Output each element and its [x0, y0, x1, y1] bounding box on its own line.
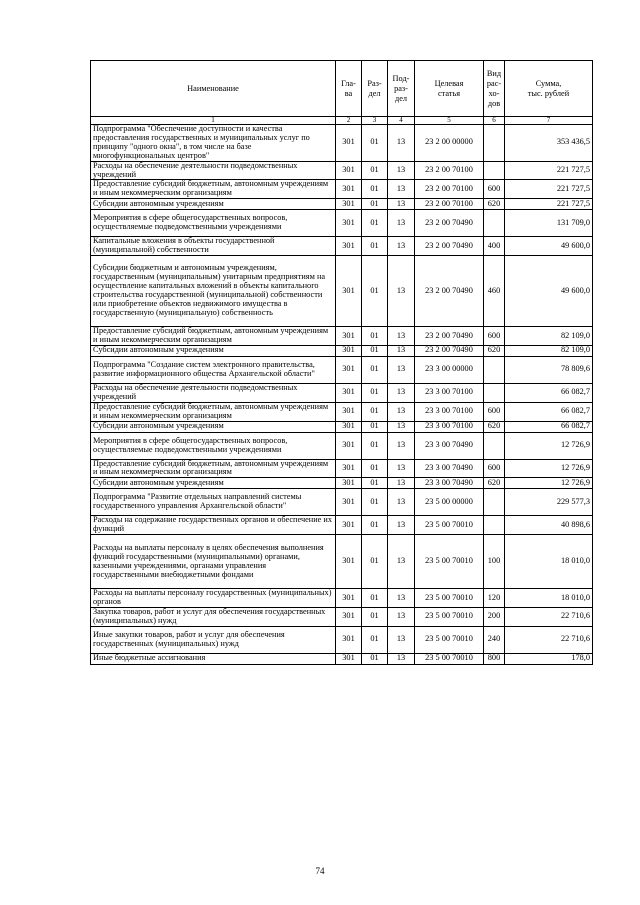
table-row [91, 383, 593, 402]
row-name: Подпрограмма "Развитие отдельных направлений системы государственного управления Архангельской области" [91, 489, 336, 516]
row-vid [484, 516, 505, 535]
row-podrazdel: 13 [388, 607, 415, 626]
row-glava: 301 [336, 345, 362, 356]
column-number: 2 [336, 117, 362, 125]
row-podrazdel: 13 [388, 327, 415, 346]
row-name: Предоставление субсидий бюджетным, автономным учреждениям и иным некоммерческим организациям [91, 180, 336, 199]
row-razdel: 01 [362, 125, 388, 162]
row-glava: 301 [336, 607, 362, 626]
row-summa: 18 010,0 [505, 535, 593, 589]
row-podrazdel: 13 [388, 459, 415, 478]
row-summa: 12 726,9 [505, 459, 593, 478]
row-vid: 120 [484, 589, 505, 608]
table-row [91, 161, 593, 180]
row-summa: 40 898,6 [505, 516, 593, 535]
column-number: 3 [362, 117, 388, 125]
row-statya: 23 3 00 70490 [415, 478, 484, 489]
row-summa: 12 726,9 [505, 478, 593, 489]
row-statya: 23 2 00 70490 [415, 345, 484, 356]
row-podrazdel: 13 [388, 256, 415, 327]
row-podrazdel: 13 [388, 356, 415, 383]
row-vid: 460 [484, 256, 505, 327]
row-summa: 66 082,7 [505, 383, 593, 402]
row-razdel: 01 [362, 383, 388, 402]
row-razdel: 01 [362, 161, 388, 180]
header-vid: Вид рас- хо- дов [484, 61, 505, 117]
table-row [91, 478, 593, 489]
header-glava: Гла- ва [336, 61, 362, 117]
row-razdel: 01 [362, 489, 388, 516]
row-vid [484, 356, 505, 383]
header-razdel: Раз- дел [362, 61, 388, 117]
table-row [91, 516, 593, 535]
row-razdel: 01 [362, 356, 388, 383]
row-glava: 301 [336, 327, 362, 346]
row-summa: 229 577,3 [505, 489, 593, 516]
table-row [91, 432, 593, 459]
row-podrazdel: 13 [388, 421, 415, 432]
row-glava: 301 [336, 489, 362, 516]
page-number: 74 [315, 866, 325, 876]
row-vid: 600 [484, 180, 505, 199]
row-glava: 301 [336, 653, 362, 664]
row-glava: 301 [336, 356, 362, 383]
table-body [91, 125, 593, 665]
row-summa: 66 082,7 [505, 421, 593, 432]
row-name: Предоставление субсидий бюджетным, автономным учреждениям и иным некоммерческим организациям [91, 402, 336, 421]
row-vid [484, 489, 505, 516]
row-vid: 800 [484, 653, 505, 664]
row-razdel: 01 [362, 478, 388, 489]
row-summa: 221 727,5 [505, 180, 593, 199]
row-glava: 301 [336, 125, 362, 162]
row-statya: 23 5 00 70010 [415, 516, 484, 535]
row-statya: 23 3 00 70100 [415, 402, 484, 421]
row-statya: 23 3 00 70100 [415, 383, 484, 402]
row-podrazdel: 13 [388, 516, 415, 535]
row-statya: 23 3 00 70100 [415, 421, 484, 432]
row-vid: 620 [484, 345, 505, 356]
table-row [91, 402, 593, 421]
row-statya: 23 2 00 70100 [415, 180, 484, 199]
row-name: Субсидии автономным учреждениям [91, 478, 336, 489]
row-name: Иные бюджетные ассигнования [91, 653, 336, 664]
table-row [91, 237, 593, 256]
row-podrazdel: 13 [388, 180, 415, 199]
column-number-row [91, 117, 593, 125]
row-vid: 620 [484, 199, 505, 210]
row-glava: 301 [336, 237, 362, 256]
header-podrazdel: Под- раз- дел [388, 61, 415, 117]
row-name: Мероприятия в сфере общегосударственных вопросов, осуществляемые подведомственными учреждениями [91, 432, 336, 459]
row-razdel: 01 [362, 535, 388, 589]
row-statya: 23 2 00 70490 [415, 327, 484, 346]
row-summa: 22 710,6 [505, 626, 593, 653]
row-glava: 301 [336, 161, 362, 180]
row-vid: 240 [484, 626, 505, 653]
row-vid [484, 125, 505, 162]
row-vid: 600 [484, 402, 505, 421]
row-vid: 100 [484, 535, 505, 589]
row-razdel: 01 [362, 402, 388, 421]
row-razdel: 01 [362, 626, 388, 653]
row-glava: 301 [336, 402, 362, 421]
row-glava: 301 [336, 421, 362, 432]
table-row [91, 459, 593, 478]
row-summa: 49 600,0 [505, 237, 593, 256]
row-glava: 301 [336, 459, 362, 478]
row-podrazdel: 13 [388, 653, 415, 664]
row-name: Расходы на содержание государственных органов и обеспечение их функций [91, 516, 336, 535]
row-vid: 400 [484, 237, 505, 256]
row-razdel: 01 [362, 421, 388, 432]
row-podrazdel: 13 [388, 589, 415, 608]
row-podrazdel: 13 [388, 199, 415, 210]
row-glava: 301 [336, 626, 362, 653]
row-vid: 620 [484, 478, 505, 489]
row-razdel: 01 [362, 607, 388, 626]
row-summa: 178,0 [505, 653, 593, 664]
row-statya: 23 5 00 70010 [415, 589, 484, 608]
row-name: Расходы на выплаты персоналу в целях обеспечения выполнения функций государственными (муниципальными) органами, казенными учреждениями, органами управления государственными внебюджетными фондами [91, 535, 336, 589]
row-summa: 353 436,5 [505, 125, 593, 162]
row-statya: 23 5 00 70010 [415, 535, 484, 589]
row-statya: 23 2 00 70100 [415, 161, 484, 180]
row-statya: 23 2 00 70490 [415, 256, 484, 327]
row-podrazdel: 13 [388, 478, 415, 489]
row-glava: 301 [336, 180, 362, 199]
row-razdel: 01 [362, 516, 388, 535]
row-glava: 301 [336, 478, 362, 489]
column-number: 7 [505, 117, 593, 125]
table-row [91, 589, 593, 608]
row-statya: 23 5 00 70010 [415, 653, 484, 664]
row-razdel: 01 [362, 210, 388, 237]
column-number: 5 [415, 117, 484, 125]
row-podrazdel: 13 [388, 125, 415, 162]
row-podrazdel: 13 [388, 210, 415, 237]
row-razdel: 01 [362, 432, 388, 459]
row-podrazdel: 13 [388, 535, 415, 589]
row-summa: 22 710,6 [505, 607, 593, 626]
table-row [91, 210, 593, 237]
row-summa: 82 109,0 [505, 327, 593, 346]
table-row [91, 489, 593, 516]
row-summa: 131 709,0 [505, 210, 593, 237]
table-row [91, 327, 593, 346]
table-row [91, 199, 593, 210]
row-statya: 23 2 00 00000 [415, 125, 484, 162]
row-glava: 301 [336, 589, 362, 608]
row-vid: 620 [484, 421, 505, 432]
table-row [91, 421, 593, 432]
row-podrazdel: 13 [388, 237, 415, 256]
row-podrazdel: 13 [388, 161, 415, 180]
row-summa: 18 010,0 [505, 589, 593, 608]
row-glava: 301 [336, 432, 362, 459]
row-podrazdel: 13 [388, 489, 415, 516]
row-glava: 301 [336, 516, 362, 535]
row-summa: 66 082,7 [505, 402, 593, 421]
row-statya: 23 5 00 00000 [415, 489, 484, 516]
row-vid [484, 432, 505, 459]
row-summa: 78 809,6 [505, 356, 593, 383]
table-row [91, 125, 593, 162]
table-row [91, 345, 593, 356]
row-podrazdel: 13 [388, 626, 415, 653]
row-razdel: 01 [362, 180, 388, 199]
row-name: Субсидии бюджетным и автономным учреждениям, государственным (муниципальным) унитарным предприятиям на осуществление капитальных вложений в объекты капитального строительства государственной (муниципальной) собственности или приобретение объектов недвижимого имущества в государственную (муниципальную) собственность [91, 256, 336, 327]
row-statya: 23 5 00 70010 [415, 626, 484, 653]
row-name: Предоставление субсидий бюджетным, автономным учреждениям и иным некоммерческим организациям [91, 327, 336, 346]
row-podrazdel: 13 [388, 402, 415, 421]
row-name: Капитальные вложения в объекты государственной (муниципальной) собственности [91, 237, 336, 256]
row-razdel: 01 [362, 256, 388, 327]
table-row [91, 607, 593, 626]
row-name: Расходы на выплаты персоналу государственных (муниципальных) органов [91, 589, 336, 608]
row-name: Расходы на обеспечение деятельности подведомственных учреждений [91, 383, 336, 402]
row-summa: 221 727,5 [505, 161, 593, 180]
row-razdel: 01 [362, 199, 388, 210]
header-statya: Целевая статья [415, 61, 484, 117]
row-razdel: 01 [362, 459, 388, 478]
row-glava: 301 [336, 256, 362, 327]
row-razdel: 01 [362, 327, 388, 346]
table-row [91, 535, 593, 589]
column-number: 1 [91, 117, 336, 125]
row-summa: 221 727,5 [505, 199, 593, 210]
row-vid [484, 210, 505, 237]
row-podrazdel: 13 [388, 383, 415, 402]
row-vid: 600 [484, 459, 505, 478]
row-glava: 301 [336, 210, 362, 237]
row-glava: 301 [336, 383, 362, 402]
row-summa: 49 600,0 [505, 256, 593, 327]
table-row [91, 180, 593, 199]
row-podrazdel: 13 [388, 432, 415, 459]
header-name: Наименование [91, 61, 336, 117]
row-glava: 301 [336, 199, 362, 210]
row-name: Субсидии автономным учреждениям [91, 199, 336, 210]
row-statya: 23 3 00 70490 [415, 459, 484, 478]
column-number: 6 [484, 117, 505, 125]
row-summa: 12 726,9 [505, 432, 593, 459]
row-statya: 23 2 00 70490 [415, 210, 484, 237]
header-row [91, 61, 593, 117]
row-razdel: 01 [362, 345, 388, 356]
row-name: Мероприятия в сфере общегосударственных вопросов, осуществляемые подведомственными учреждениями [91, 210, 336, 237]
header-summa: Сумма, тыс. рублей [505, 61, 593, 117]
row-name: Закупка товаров, работ и услуг для обеспечения государственных (муниципальных) нужд [91, 607, 336, 626]
row-podrazdel: 13 [388, 345, 415, 356]
row-vid: 200 [484, 607, 505, 626]
table-row [91, 653, 593, 664]
row-vid [484, 383, 505, 402]
column-number: 4 [388, 117, 415, 125]
row-name: Расходы на обеспечение деятельности подведомственных учреждений [91, 161, 336, 180]
table-row [91, 626, 593, 653]
budget-table [90, 60, 593, 665]
row-razdel: 01 [362, 237, 388, 256]
table-row [91, 356, 593, 383]
row-razdel: 01 [362, 589, 388, 608]
row-name: Субсидии автономным учреждениям [91, 345, 336, 356]
row-name: Подпрограмма "Создание систем электронного правительства, развитие информационного общества Архангельской области" [91, 356, 336, 383]
row-vid: 600 [484, 327, 505, 346]
row-summa: 82 109,0 [505, 345, 593, 356]
table-row [91, 256, 593, 327]
row-statya: 23 3 00 70490 [415, 432, 484, 459]
row-statya: 23 3 00 00000 [415, 356, 484, 383]
row-razdel: 01 [362, 653, 388, 664]
row-statya: 23 2 00 70490 [415, 237, 484, 256]
row-name: Подпрограмма "Обеспечение доступности и качества предоставления государственных и муниципальных услуг по принципу "одного окна", в том числе на базе многофункциональных центров" [91, 125, 336, 162]
row-name: Иные закупки товаров, работ и услуг для обеспечения государственных (муниципальных) нужд [91, 626, 336, 653]
row-glava: 301 [336, 535, 362, 589]
row-statya: 23 5 00 70010 [415, 607, 484, 626]
row-statya: 23 2 00 70100 [415, 199, 484, 210]
row-name: Предоставление субсидий бюджетным, автономным учреждениям и иным некоммерческим организациям [91, 459, 336, 478]
row-name: Субсидии автономным учреждениям [91, 421, 336, 432]
row-vid [484, 161, 505, 180]
